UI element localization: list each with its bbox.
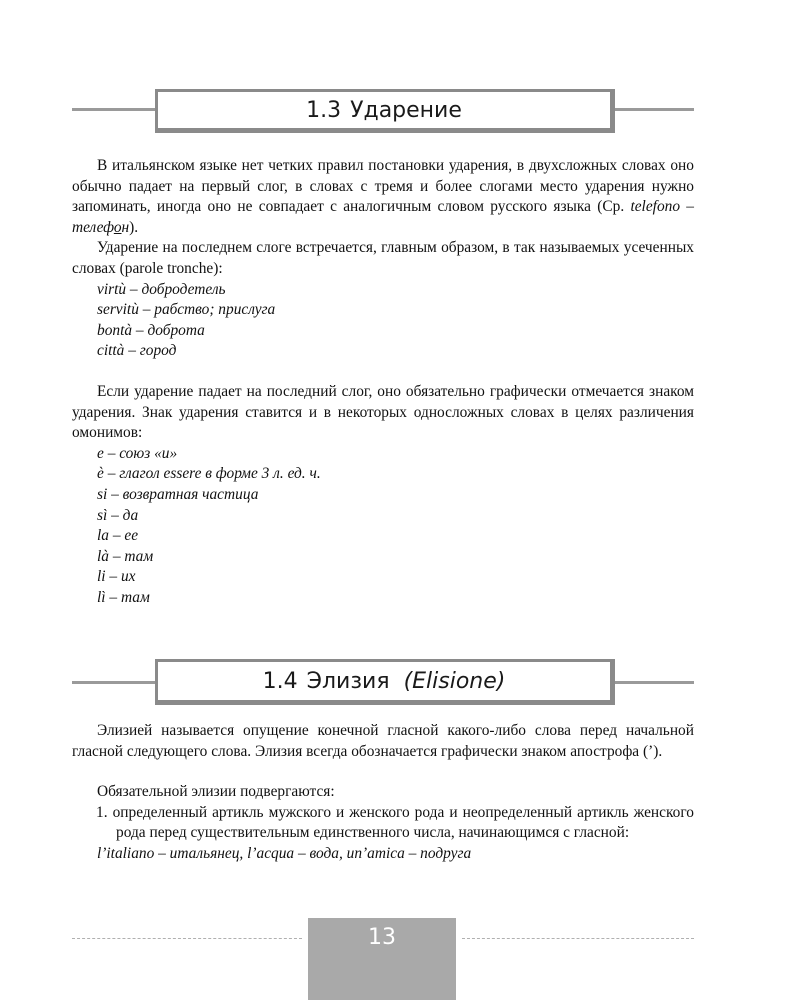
paragraph: Обязательной элизии подвергаются: bbox=[97, 783, 335, 801]
footer-rule-left bbox=[72, 938, 302, 939]
example-line: lì – там bbox=[97, 588, 150, 606]
example-line: servitù – рабство; прислуга bbox=[97, 301, 276, 319]
example-line: si – возвратная частица bbox=[97, 485, 259, 503]
stressed-letter: о bbox=[113, 218, 122, 236]
example-line: li – их bbox=[97, 568, 136, 586]
example-line: bontà – доброта bbox=[97, 321, 205, 339]
header-rule-right bbox=[612, 108, 694, 111]
example-line: sì – да bbox=[97, 506, 139, 524]
example-line: e – союз «и» bbox=[97, 444, 178, 462]
example-line: città – город bbox=[97, 342, 177, 360]
list-item: 1. определенный артикль мужского и женского рода и неопределенный артикль женского рода перед существительным единственного числа, начинающимся с гласной: bbox=[96, 803, 694, 842]
example-line: virtù – добродетель bbox=[97, 280, 226, 298]
section-number: 1.4 bbox=[262, 668, 298, 694]
example-line: la – ее bbox=[97, 527, 139, 545]
section-1-3-body bbox=[72, 156, 694, 608]
section-title: Ударение bbox=[350, 97, 462, 123]
example-line: là – там bbox=[97, 547, 154, 565]
section-title: Элизия bbox=[306, 668, 390, 694]
section-title-italian: (Elisione) bbox=[403, 668, 506, 694]
paragraph: Если ударение падает на последний слог, оно обязательно графически отмечается знаком ударения. Знак ударения ставится и в некоторых односложных словах в целях различения омонимов: bbox=[72, 382, 694, 442]
header-rule-right bbox=[612, 681, 694, 684]
paragraph: В итальянском языке нет четких правил постановки ударения, в двухсложных словах оно обычно падает на первый слог, в словах с тремя и более слогами место ударения нужно запоминать, иногда оно не совпадает с аналогичным словом русского языка (Ср. telefono – телефон). bbox=[72, 157, 694, 236]
paragraph: Ударение на последнем слоге встречается, главным образом, в так называемых усеченных словах (parole tronche): bbox=[72, 239, 694, 277]
header-rule-left bbox=[72, 108, 158, 111]
example-word: telefono bbox=[630, 198, 681, 216]
section-1-4-body bbox=[72, 721, 694, 865]
page-number: 13 bbox=[308, 918, 456, 1000]
footer-rule-right bbox=[462, 938, 694, 939]
section-heading-1-3 bbox=[155, 89, 615, 133]
paragraph: Элизией называется опущение конечной гласной какого-либо слова перед начальной гласной следующего слова. Элизия всегда обозначается графически знаком апострофа (’). bbox=[72, 722, 694, 760]
section-heading-1-4 bbox=[155, 659, 615, 705]
section-number: 1.3 bbox=[306, 97, 342, 123]
example-translation: телефон bbox=[72, 218, 130, 236]
example-line: è – глагол essere в форме 3 л. ед. ч. bbox=[97, 465, 321, 483]
example-line: l’italiano – итальянец, l’acqua – вода, un’amica – подруга bbox=[97, 844, 472, 862]
header-rule-left bbox=[72, 681, 158, 684]
